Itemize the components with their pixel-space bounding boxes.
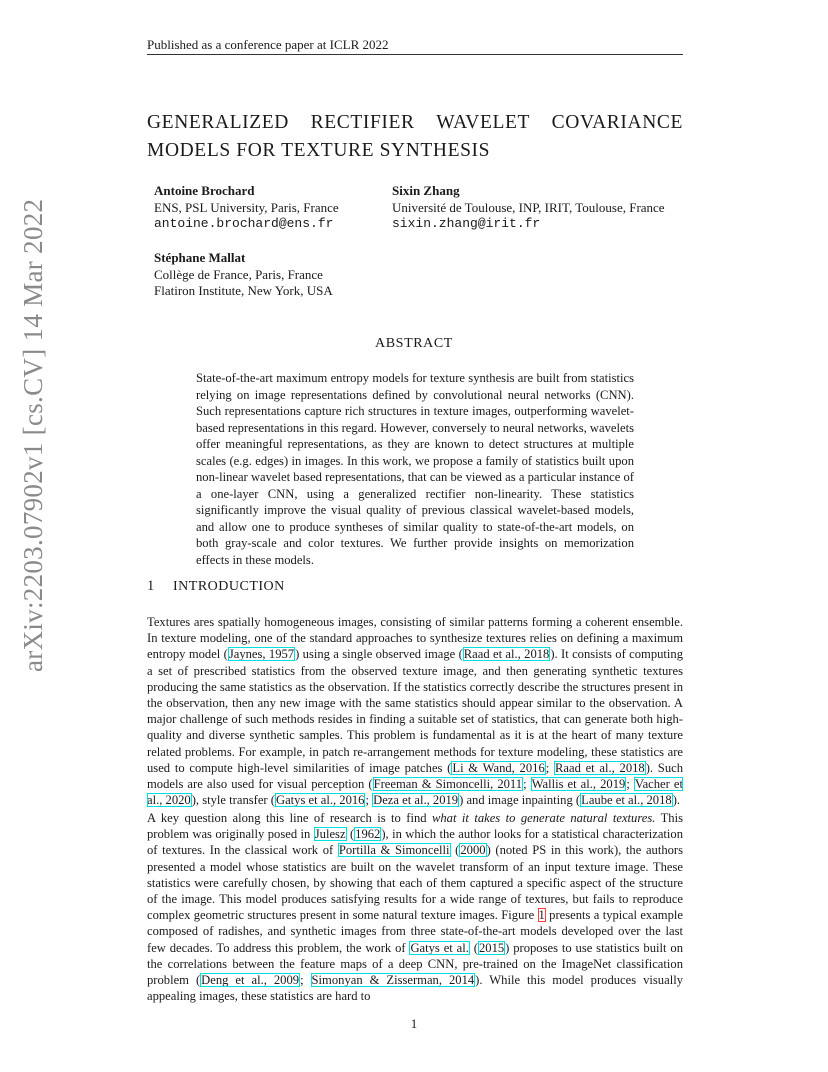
text-run: ; <box>523 777 531 792</box>
text-run: presents a typical example composed of radishes, and synthetic images from three state-of-the-art models developed over the last few decades. To address this problem, the work of <box>147 908 683 955</box>
emphasis-text: what it takes to generate natural textures. <box>431 811 656 825</box>
title-word: RECTIFIER <box>310 112 415 133</box>
text-run: ). Such models are also used for visual perception ( <box>147 760 683 792</box>
author-block-1 <box>154 183 339 233</box>
citation-link[interactable]: Raad et al., 2018 <box>463 647 550 662</box>
citation-link[interactable]: Jaynes, 1957 <box>228 647 295 662</box>
header-rule <box>147 54 683 55</box>
text-run: ), style transfer ( <box>191 793 275 808</box>
title-word: COVARIANCE <box>551 112 683 133</box>
intro-paragraph-2 <box>147 810 683 1004</box>
citation-link[interactable]: 2015 <box>478 940 505 955</box>
citation-link[interactable]: Gatys et al. <box>410 940 469 955</box>
arxiv-margin-id: arXiv:2203.07902v1 [cs.CV] 14 Mar 2022 <box>18 198 48 672</box>
author-name: Antoine Brochard <box>154 183 255 198</box>
section-title: INTRODUCTION <box>173 579 285 594</box>
title-line-1 <box>147 109 683 137</box>
author-name: Stéphane Mallat <box>154 250 246 265</box>
text-run: A key question along this line of research is to find <box>147 811 432 825</box>
text-run: ) and image inpainting ( <box>459 793 581 808</box>
citation-link[interactable]: Vacher et al., 2020 <box>147 777 683 808</box>
text-run: ; <box>365 793 373 808</box>
citation-link[interactable]: Wallis et al., 2019 <box>531 777 626 792</box>
figure-ref-link[interactable]: 1 <box>538 908 545 923</box>
text-run: ). While this model produces visually appealing images, these statistics are hard to <box>147 973 683 1004</box>
citation-link[interactable]: Raad et al., 2018 <box>554 760 645 775</box>
author-affiliation: Collège de France, Paris, France <box>154 266 323 282</box>
author-block-2 <box>392 183 665 233</box>
text-run: ( <box>450 843 460 858</box>
text-run: ; <box>300 973 311 988</box>
author-name: Sixin Zhang <box>392 183 460 198</box>
page-number: 1 <box>410 1016 418 1031</box>
citation-link[interactable]: Deng et al., 2009 <box>201 973 300 988</box>
text-run: ( <box>346 827 355 842</box>
author-affiliation: Université de Toulouse, INP, IRIT, Toulouse, France <box>392 199 665 215</box>
citation-link[interactable]: Freeman & Simoncelli, 2011 <box>373 777 523 792</box>
citation-link[interactable]: Julesz <box>314 827 346 842</box>
section-heading <box>147 578 285 595</box>
text-run: ). <box>672 793 681 808</box>
citation-link[interactable]: Gatys et al., 2016 <box>275 793 365 808</box>
citation-link[interactable]: 2000 <box>460 843 486 858</box>
author-block-3 <box>154 250 333 300</box>
paper-title <box>147 109 683 165</box>
text-run: ). It consists of computing a set of prescribed statistics from the observed texture image, and then generating synthetic textures producing the same statistics as the observation. If the statistics correctly describe the structures present in the observation, then any new image with the same statistics should appear similar to the observation. A major challenge of such methods resides in finding a suitable set of statistics, that can generate both high-quality and diverse synthetic samples. This problem is fundamental as it is at the heart of many texture related problems. For example, in patch re-arrangement methods for texture modeling, these statistics are used to compute high-level similarities of image patches ( <box>147 647 684 775</box>
title-word: WAVELET <box>436 112 531 133</box>
author-email[interactable]: antoine.brochard@ens.fr <box>154 216 334 231</box>
running-head: Published as a conference paper at ICLR 2022 <box>147 37 389 52</box>
text-run: ; <box>545 760 554 775</box>
title-line-2: MODELS FOR TEXTURE SYNTHESIS <box>147 140 491 161</box>
abstract-heading: ABSTRACT <box>375 336 453 351</box>
text-run: ) using a single observed image ( <box>295 647 463 662</box>
text-run: ) proposes to use statistics built on the correlations between the feature maps of a deep CNN, pre-trained on the ImageNet classification problem ( <box>147 940 683 988</box>
citation-link[interactable]: Li & Wand, 2016 <box>452 760 545 775</box>
citation-link[interactable]: Simonyan & Zisserman, 2014 <box>311 973 475 988</box>
author-email[interactable]: sixin.zhang@irit.fr <box>392 216 541 231</box>
author-affiliation: Flatiron Institute, New York, USA <box>154 283 333 298</box>
title-word: GENERALIZED <box>147 112 289 133</box>
abstract-text: State-of-the-art maximum entropy models for texture synthesis are built from statistics relying on image representations defined by convolutional neural networks (CNN). Such representations capture rich structures in texture images, outperforming wavelet-based representations in this regard. However, conversely to neural networks, wavelets offer meaningful representations, as they are known to detect structures at multiple scales (e.g. edges) in images. In this work, we propose a family of statistics built upon non-linear wavelet based representations, that can be viewed as a particular instance of a one-layer CNN, using a generalized rectifier non-linearity. These statistics significantly improve the visual quality of previous classical wavelet-based models, and allow one to produce syntheses of similar quality to state-of-the-art models, on both gray-scale and color textures. We further provide insights on memorization effects in these models. <box>196 371 634 567</box>
text-run: ) (noted PS in this work), the authors presented a model whose statistics are built on the wavelet transform of an input texture image. These statistics were carefully chosen, by showing that each of them captured a specific aspect of the structure of the image. This model produces satisfying results for a wide range of textures, but fails to reproduce complex geometric structures present in some natural texture images. Figure <box>147 843 684 923</box>
section-number: 1 <box>147 578 155 594</box>
text-run: ; <box>626 777 634 792</box>
intro-paragraph-1 <box>147 614 683 808</box>
citation-link[interactable]: 1962 <box>355 827 381 842</box>
text-run: ( <box>469 940 478 955</box>
text-run: Textures ares spatially homogeneous images, consisting of similar patterns forming a coherent ensemble. In texture modeling, one of the standard approaches to synthesize textures relies on defining a maximum entropy model ( <box>147 615 683 662</box>
citation-link[interactable]: Portilla & Simoncelli <box>338 843 450 858</box>
citation-link[interactable]: Deza et al., 2019 <box>373 793 459 808</box>
citation-link[interactable]: Laube et al., 2018 <box>581 793 672 808</box>
text-run: This problem was originally posed in <box>147 811 683 842</box>
author-affiliation: ENS, PSL University, Paris, France <box>154 199 339 215</box>
text-run: ), in which the author looks for a statistical characterization of textures. In the classical work of <box>147 827 684 858</box>
